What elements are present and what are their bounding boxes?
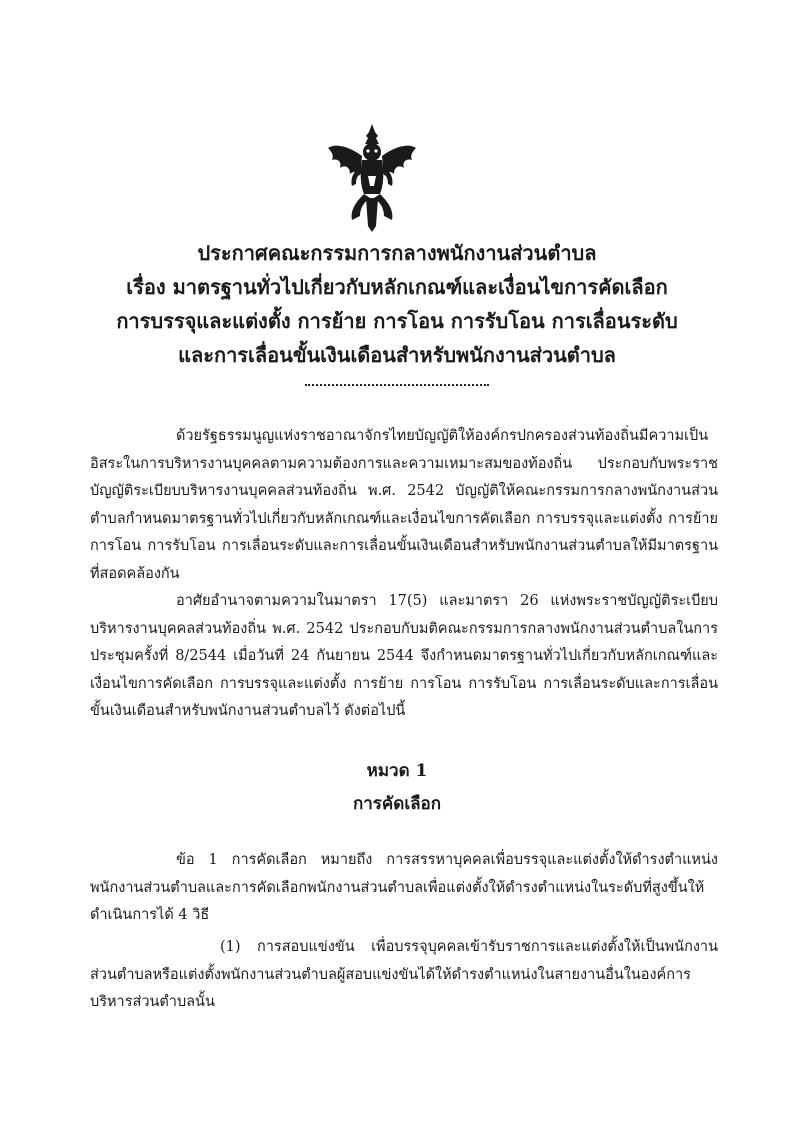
- chapter-number: หมวด 1: [366, 761, 428, 781]
- title-line-4: และการเลื่อนขั้นเงินเดือนสำหรับพนักงานส่วนตำบล: [178, 343, 616, 367]
- article-1-item-1: (1) การสอบแข่งขัน เพื่อบรรจุบุคคลเข้ารับราชการและแต่งตั้งให้เป็นพนักงานส่วนตำบลหรือแต่งตั้งพนักงานส่วนตำบลผู้สอบแข่งขันได้ให้ดำรงตำแหน่งในสายงานอื่นในองค์การบริหารส่วนตำบลนั้น: [90, 939, 718, 1010]
- title-divider: [305, 384, 489, 386]
- authority-paragraph: อาศัยอำนาจตามความในมาตรา 17(5) และมาตรา 26 แห่งพระราชบัญญัติระเบียบบริหารงานบุคคลส่วนท้องถิ่น พ.ศ. 2542 ประกอบกับมติคณะกรรมการกลางพนักงานส่วนตำบลในการประชุมครั้งที่ 8/2544 เมื่อวันที่ 24 กันยายน 2544 จึงกำหนดมาตรฐานทั่วไปเกี่ยวกับหลักเกณฑ์และเงื่อนไขการคัดเลือก การบรรจุและแต่งตั้ง การย้าย การโอน การรับโอน การเลื่อนระดับและการเลื่อนขั้นเงินเดือนสำหรับพนักงานส่วนตำบลไว้ ดังต่อไปนี้: [90, 593, 718, 719]
- title-line-3: การบรรจุและแต่งตั้ง การย้าย การโอน การรับโอน การเลื่อนระดับ: [116, 309, 678, 333]
- title-line-2: เรื่อง มาตรฐานทั่วไปเกี่ยวกับหลักเกณฑ์และเงื่อนไขการคัดเลือก: [126, 275, 668, 299]
- title-line-1: ประกาศคณะกรรมการกลางพนักงานส่วนตำบล: [197, 241, 597, 265]
- chapter-title: การคัดเลือก: [352, 794, 442, 814]
- preamble-paragraph: ด้วยรัฐธรรมนูญแห่งราชอาณาจักรไทยบัญญัติให้องค์กรปกครองส่วนท้องถิ่นมีความเป็นอิสระในการบริหารงานบุคคลตามความต้องการและความเหมาะสมของท้องถิ่น ประกอบกับพระราชบัญญัติระเบียบบริหารงานบุคคลส่วนท้องถิ่น พ.ศ. 2542 บัญญัติให้คณะกรรมการกลางพนักงานส่วนตำบลกำหนดมาตรฐานทั่วไปเกี่ยวกับหลักเกณฑ์และเงื่อนไขการคัดเลือก การบรรจุและแต่งตั้ง การย้าย การโอน การรับโอน การเลื่อนระดับและการเลื่อนขั้นเงินเดือนสำหรับพนักงานส่วนตำบลให้มีมาตรฐานที่สอดคล้องกัน: [90, 428, 718, 582]
- article-1-paragraph: ข้อ 1 การคัดเลือก หมายถึง การสรรหาบุคคลเพื่อบรรจุและแต่งตั้งให้ดำรงตำแหน่งพนักงานส่วนตำบลและการคัดเลือกพนักงานส่วนตำบลเพื่อแต่งตั้งให้ดำรงตำแหน่งในระดับที่สูงขึ้นให้ดำเนินการได้ 4 วิธี: [90, 852, 718, 923]
- announcement-title: [70, 236, 724, 372]
- garuda-emblem-icon: [322, 122, 422, 234]
